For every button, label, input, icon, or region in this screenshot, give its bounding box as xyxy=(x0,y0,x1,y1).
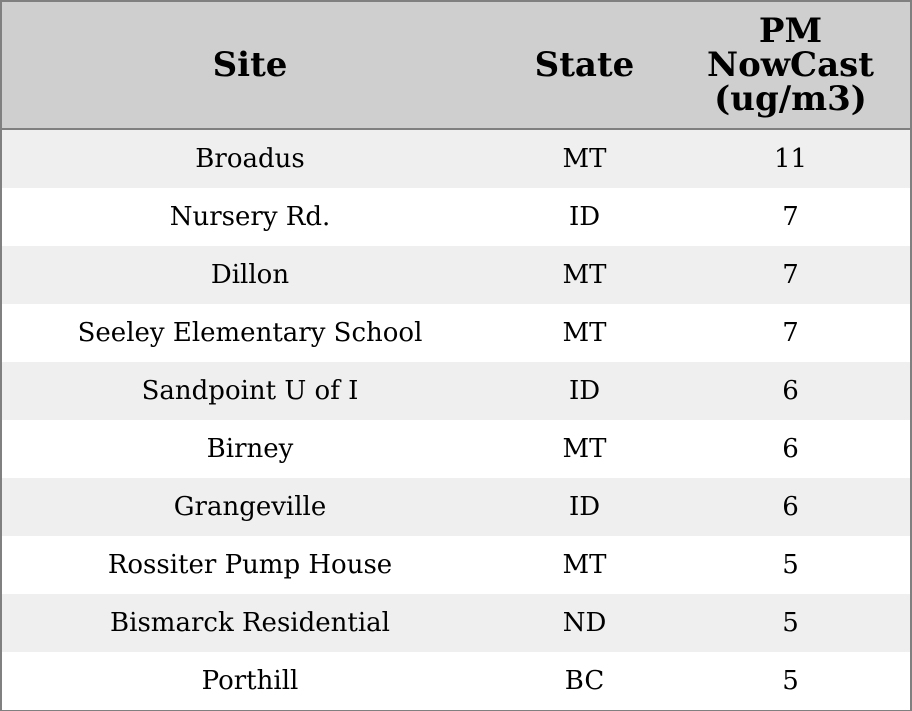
cell-pm-nowcast: 6 xyxy=(671,478,910,536)
header-row xyxy=(2,2,910,129)
cell-state: MT xyxy=(498,304,671,362)
table-row xyxy=(2,594,910,652)
cell-state: ID xyxy=(498,362,671,420)
cell-site: Bismarck Residential xyxy=(2,594,498,652)
cell-state: MT xyxy=(498,536,671,594)
table-row xyxy=(2,652,910,710)
cell-state: ID xyxy=(498,188,671,246)
cell-site: Birney xyxy=(2,420,498,478)
cell-pm-nowcast: 7 xyxy=(671,304,910,362)
pm-nowcast-table xyxy=(2,2,910,710)
cell-pm-nowcast: 7 xyxy=(671,188,910,246)
cell-pm-nowcast: 11 xyxy=(671,129,910,188)
cell-pm-nowcast: 5 xyxy=(671,652,910,710)
cell-site: Rossiter Pump House xyxy=(2,536,498,594)
cell-pm-nowcast: 6 xyxy=(671,420,910,478)
cell-site: Nursery Rd. xyxy=(2,188,498,246)
cell-state: ND xyxy=(498,594,671,652)
cell-state: ID xyxy=(498,478,671,536)
table-row xyxy=(2,362,910,420)
cell-site: Seeley Elementary School xyxy=(2,304,498,362)
cell-site: Porthill xyxy=(2,652,498,710)
cell-site: Dillon xyxy=(2,246,498,304)
cell-pm-nowcast: 6 xyxy=(671,362,910,420)
table-row xyxy=(2,246,910,304)
table-row xyxy=(2,478,910,536)
cell-pm-nowcast: 5 xyxy=(671,536,910,594)
cell-state: BC xyxy=(498,652,671,710)
table-row xyxy=(2,536,910,594)
cell-state: MT xyxy=(498,420,671,478)
table-header xyxy=(2,2,910,129)
table-row xyxy=(2,420,910,478)
cell-site: Broadus xyxy=(2,129,498,188)
cell-pm-nowcast: 7 xyxy=(671,246,910,304)
table-row xyxy=(2,304,910,362)
cell-state: MT xyxy=(498,129,671,188)
column-header-pm-nowcast xyxy=(671,2,910,129)
cell-site: Sandpoint U of I xyxy=(2,362,498,420)
column-header-state: State xyxy=(498,2,671,129)
column-header-pm-nowcast-label: PM NowCast (ug/m3) xyxy=(707,11,874,119)
cell-site: Grangeville xyxy=(2,478,498,536)
column-header-site: Site xyxy=(2,2,498,129)
table-body xyxy=(2,129,910,710)
table-row xyxy=(2,188,910,246)
cell-state: MT xyxy=(498,246,671,304)
table-row xyxy=(2,129,910,188)
cell-pm-nowcast: 5 xyxy=(671,594,910,652)
